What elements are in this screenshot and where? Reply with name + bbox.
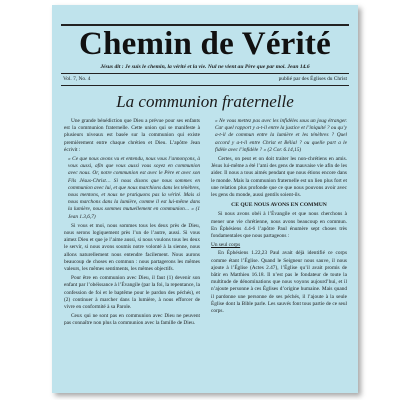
masthead-title: Chemin de Vérité — [79, 26, 331, 62]
subheading: Un seul corps — [211, 242, 241, 249]
paragraph: Pour être en communion avec Dieu, il faut (1) devenir son enfant par l’obéissance à l’Évangile (par la foi, la repentance, la confession de foi et le baptême pour le pardon des péchés), et (2) continuer à marcher dans la lumière, à nous efforcer de vivre en conformité à sa Parole. — [64, 275, 200, 311]
section-heading: CE QUE NOUS AVONS EN COMMUN — [231, 202, 327, 209]
paragraph: Ceux qui ne sont pas en communion avec Dieu ne peuvent pas connaître non plus la communion avec la famille de Dieu. — [64, 313, 200, 327]
newspaper-page — [52, 5, 358, 393]
publisher-line: publié par des Églises du Christ — [278, 76, 347, 82]
scripture-quote: « Ne vous mettez pas avec les infidèles sous un joug étranger. Car quel rapport y a-t-il entre la justice et l’iniquité ? ou qu’y a-t-il de commun entre la lumière et les ténèbres ? Quel accord y a-t-il entre Christ et Bélial ? ou quelle part a le fidèle avec l’infidèle ? » (2 Cor. 6.14,15) — [215, 118, 347, 153]
right-column — [211, 118, 347, 317]
paragraph: Certes, on peut et on doit traiter les non-chrétiens en amis. Jésus lui-même a été l’ami des gens de mauvaise vie afin de les aider. Il nous a tous aimés pendant que nous étions encore dans le monde. Mais la communion fraternelle est un lien plus fort et une relation plus profonde que ce que nous pouvons avoir avec les gens du monde, aussi gentils soient-ils. — [211, 156, 347, 199]
paragraph: En Éphésiens 1.22,23 Paul avait déjà identifié ce corps comme étant l’Église. Quand le Seigneur nous sauve, il nous ajoute à l’Église (Actes 2.47), l’Église qu’il avait promis de bâtir en Matthieu 16.18. Il n’est pas le fondateur de toute la multitude de dénominations que nous voyons aujourd’hui, et il n’ajoute personne à ces Églises d’origine humaine. Mais quand il pardonne une personne de ses péchés, il l’ajoute à la seule Église dont la Bible parle. Les sauvés font tous partie de ce seul corps. — [211, 250, 347, 315]
bottom-rule — [61, 85, 349, 86]
paragraph: Si vous et moi, nous sommes tous les deux près de Dieu, nous serons logiquement près l’un de l’autre, aussi. Si vous aimez Dieu et que je l’aime aussi, si nous voulons tous les deux le servir, si nous avons soumis notre volonté à la sienne, nous allons naturellement nous entendre facilement. Nous aurons beaucoup de choses en commun : nous partagerons les mêmes valeurs, les mêmes sentiments, les mêmes objectifs. — [64, 222, 200, 273]
masthead-tagline: Jésus dit : Je suis le chemin, la vérité et la vie. Nul ne vient au Père que par moi. Jean 14.6 — [100, 64, 310, 70]
issue-number: Vol. 7, No. 4 — [63, 76, 91, 82]
paragraph: Une grande bénédiction que Dieu a prévue pour ses enfants est la communion fraternelle. Cette union qui se manifeste à plusieurs niveaux est basée sur la communion qui existe premièrement entre chaque chrétien et Dieu. L’apôtre Jean écrivit : — [64, 118, 200, 153]
left-column — [64, 118, 200, 330]
middle-rule — [61, 73, 349, 74]
article-title: La communion fraternelle — [116, 92, 294, 111]
scripture-quote: « Ce que nous avons vu et entendu, nous vous l’annonçons, à vous aussi, afin que vous aussi vous soyez en communion avec nous. Or, notre communion est avec le Père et avec son Fils Jésus-Christ… Si nous disons que nous sommes en communion avec lui, et que nous marchions dans les ténèbres, nous mentons, et nous ne pratiquons pas la vérité. Mais si nous marchons dans la lumière, comme il est lui-même dans la lumière, nous sommes mutuellement en communion… » (1 Jean 1.3,6,7) — [68, 156, 200, 220]
paragraph: Si nous avons obéi à l’Évangile et que nous cherchons à mener une vie chrétienne, nous avons beaucoup en commun. En Éphésiens 4.4-6 l’apôtre Paul énumère sept choses très fondamentales que nous partageons : — [211, 211, 347, 240]
